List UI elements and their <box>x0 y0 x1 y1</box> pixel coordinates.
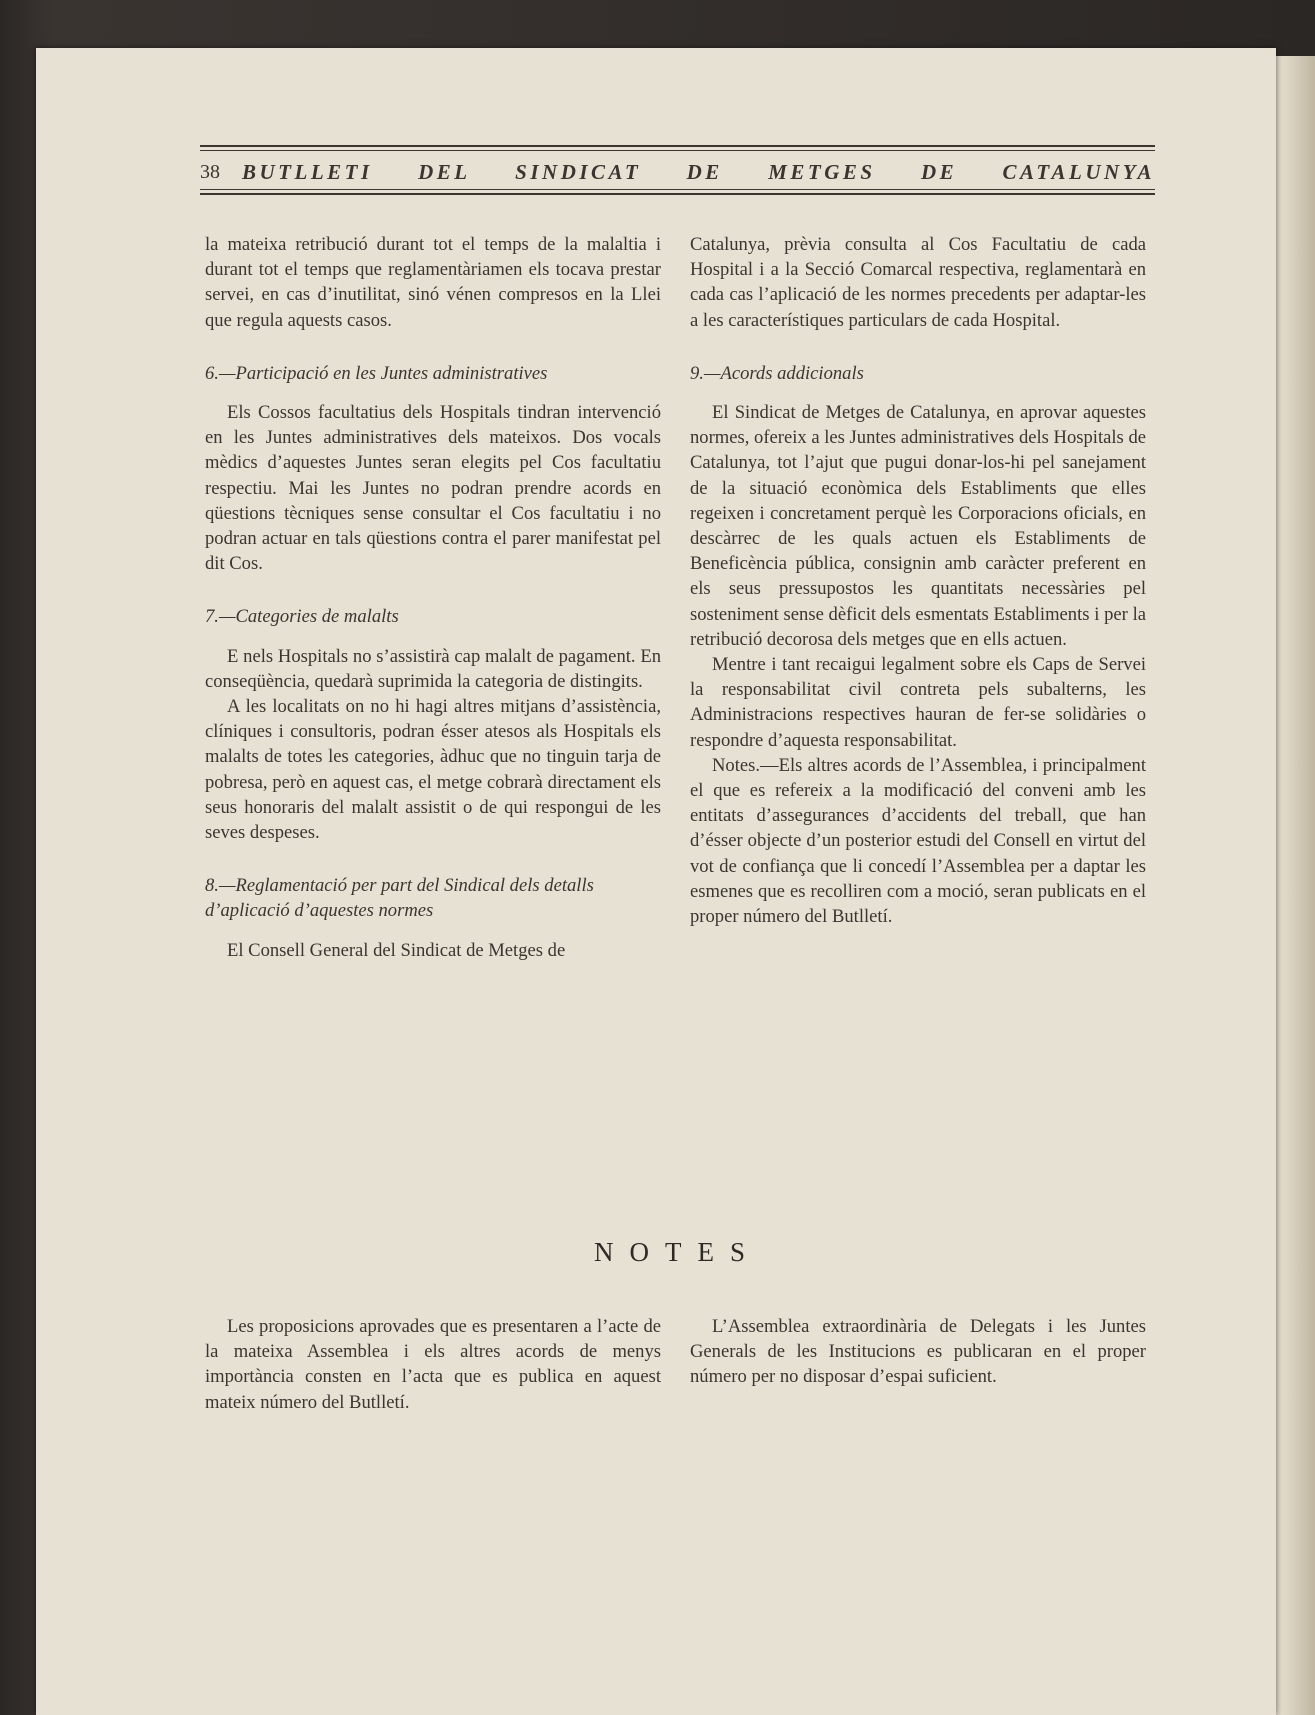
body-paragraph: A les localitats on no hi hagi altres mitjans d’assistència, clíniques i consultoris, podran ésser atesos als Hospitals els malalts de totes les categories, àdhuc que no tinguin tarja de pobresa, però en aquest cas, el metge cobrarà directament els seus honoraris del malalt assistit o de qui respongui de les seves despeses. <box>205 696 661 844</box>
journal-title: BUTLLETI DEL SINDICAT DE METGES DE CATALUNYA <box>242 159 1155 184</box>
header-rule-bottom-thin <box>200 189 1155 190</box>
notes-right-column <box>690 1314 1146 1390</box>
header-rule-top <box>200 145 1155 147</box>
section-heading: 9.—Acords addicionals <box>690 362 864 384</box>
notes-right-paragraph: L’Assemblea extraordinària de Delegats i les Juntes Generals de les Institucions es publicaran en el proper número per no disposar d’espai suficient. <box>690 1316 1146 1388</box>
right-column <box>690 232 1146 929</box>
section-heading: 7.—Categories de malalts <box>205 606 399 628</box>
body-paragraph: Catalunya, prèvia consulta al Cos Facultatiu de cada Hospital i a la Secció Comarcal respectiva, reglamentarà en cada cas l’aplicació de les normes precedents per adaptar-les a les característiques particulars de cada Hospital. <box>690 234 1146 331</box>
header-rule-bottom <box>200 193 1155 195</box>
left-column <box>205 232 661 963</box>
header-text <box>200 159 1155 185</box>
body-paragraph: E nels Hospitals no s’assistirà cap malalt de pagament. En conseqüència, quedarà suprimida la categoria de distingits. <box>205 645 661 692</box>
section-heading: 6.—Participació en les Juntes administratives <box>205 362 548 384</box>
running-header <box>200 145 1155 197</box>
notes-left-paragraph: Les proposicions aprovades que es presentaren a l’acte de la mateixa Assemblea i els altres acords de menys importància consten en l’acta que es publica en aquest mateix número del Butlletí. <box>205 1316 661 1413</box>
body-paragraph: Els Cossos facultatius dels Hospitals tindran intervenció en les Juntes administratives dels mateixos. Dos vocals mèdics d’aquestes Juntes seran elegits pel Cos facultatiu respectiu. Mai les Juntes no podran prendre acords en qüestions tècniques sense consultar el Cos facultatiu i no podran actuar en tals qüestions contra el parer manifestat pel dit Cos. <box>205 402 661 575</box>
page-number: 38 <box>200 160 220 183</box>
body-paragraph: Notes.—Els altres acords de l’Assemblea, i principalment el que es refereix a la modificació del conveni amb les entitats d’assegurances d’accidents del treball, que han d’ésser objecte d’un posterior estudi del Consell en virtut del vot de confiança que li concedí l’Assemblea per a daptar les esmenes que es recolliren com a moció, seran publicats en el proper número del Butlletí. <box>690 754 1146 928</box>
notes-section-title: NOTES <box>594 1237 761 1267</box>
body-paragraph: Mentre i tant recaigui legalment sobre els Caps de Servei la responsabilitat civil contreta pels subalterns, les Administracions respectives hauran de fer-se solidàries o respondre d’aquesta responsabilitat. <box>690 654 1146 751</box>
section-heading: 8.—Reglamentació per part del Sindical dels detalls d’aplicació d’aquestes normes <box>205 875 594 922</box>
header-rule-top-thin <box>200 150 1155 151</box>
body-paragraph: la mateixa retribució durant tot el temps de la malaltia i durant tot el temps que reglamentàriamen els tocava prestar servei, en cas d’inutilitat, sinó vénen compresos en la Llei que regula aquests casos. <box>205 234 661 331</box>
body-paragraph: El Consell General del Sindicat de Metges de <box>227 939 566 961</box>
body-paragraph: El Sindicat de Metges de Catalunya, en aprovar aquestes normes, ofereix a les Juntes administratives dels Hospitals de Catalunya, tot l’ajut que pugui donar-los-hi pel sanejament de la situació econòmica dels Establiments que elles regeixen i concretament perquè les Corporacions oficials, en descàrrec de les quals actuen els Establiments de Beneficència pública, consignin amb caràcter preferent en els seus pressupostos les quantitats necessàries pel sosteniment sense dèficit dels esmentats Establiments i per la retribució decorosa dels metges que en ells actuen. <box>690 402 1146 650</box>
notes-left-column <box>205 1314 661 1415</box>
